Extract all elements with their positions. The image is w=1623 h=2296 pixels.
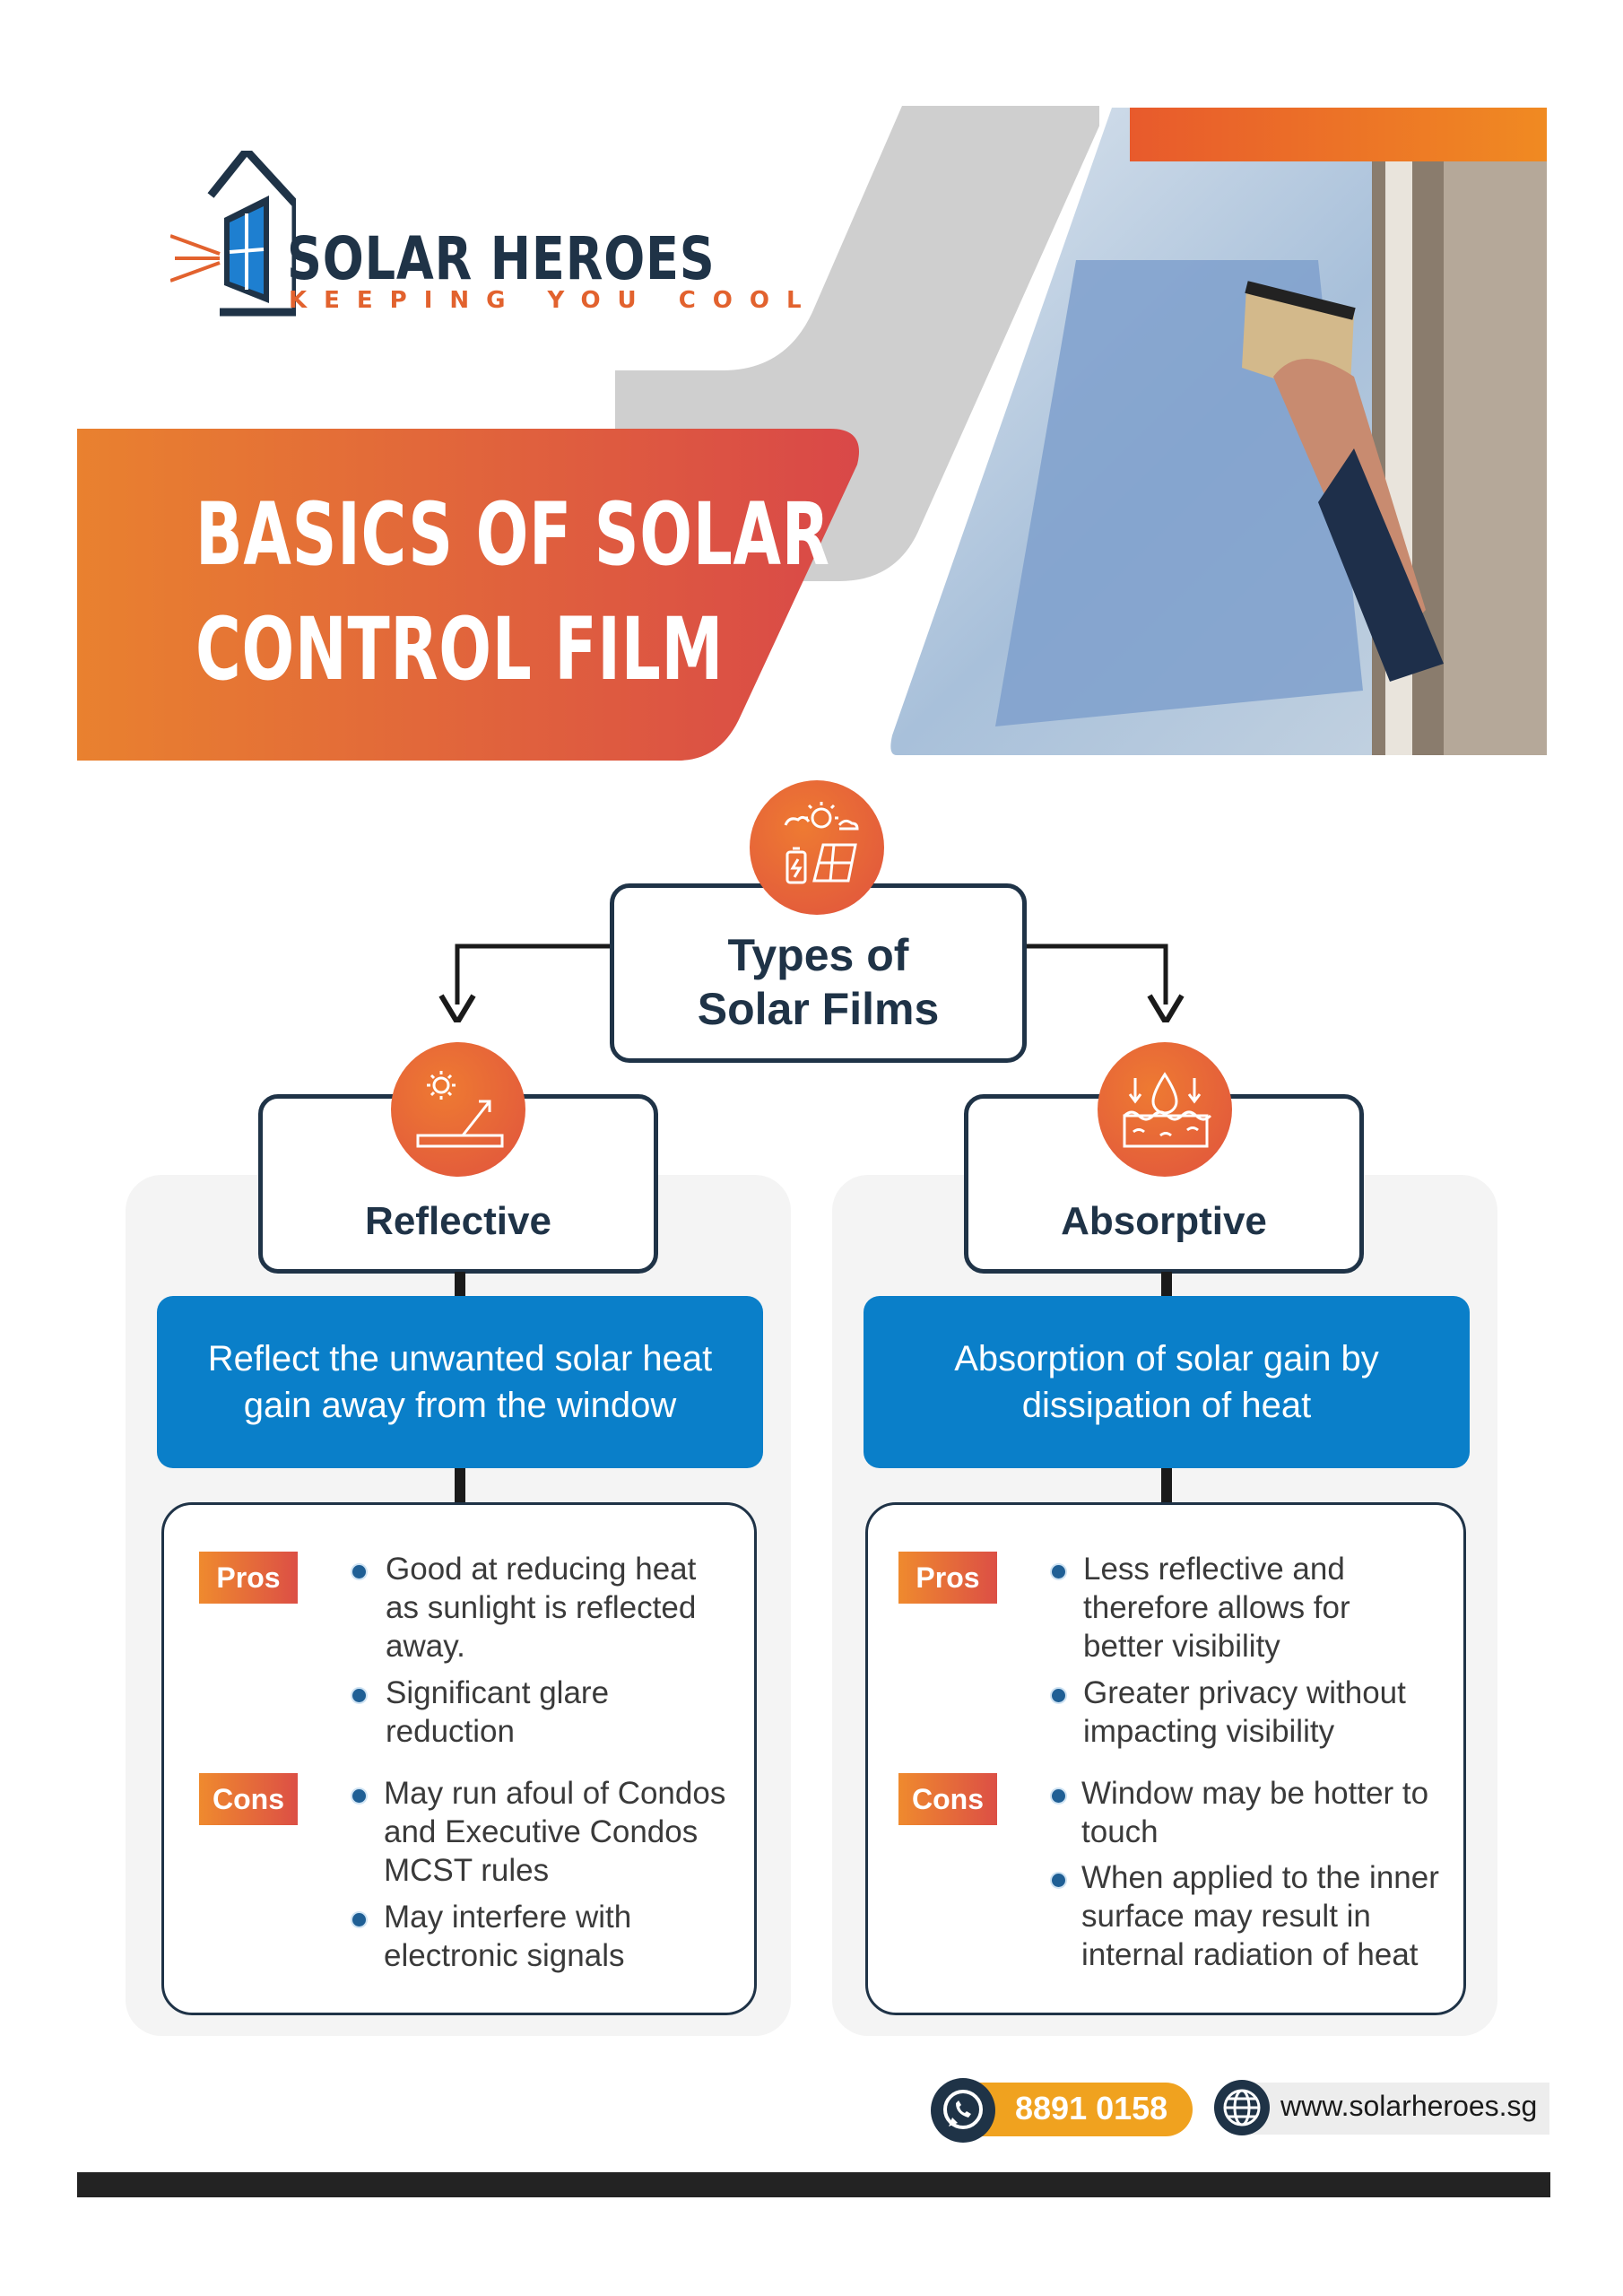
heat-absorption-icon [1098,1042,1232,1177]
absorptive-pro-2: Greater privacy without impacting visibility [1083,1675,1406,1749]
sun-reflection-icon [391,1042,525,1177]
absorptive-description-line2: dissipation of heat [1021,1386,1312,1425]
absorptive-pro-1: Less reflective and therefore allows for better visibility [1083,1552,1350,1664]
absorptive-icon-circle [1098,1042,1232,1177]
brand-name: SOLAR HEROES [287,224,716,293]
reflective-connector-top [455,1272,465,1299]
reflective-cons-tag: Cons [199,1773,298,1825]
globe-icon[interactable] [1212,2078,1271,2137]
reflective-label: Reflective [365,1199,551,1243]
window-film-photo [888,108,1547,755]
house-window-icon [170,151,296,330]
reflective-con-1: May run afoul of Condos and Executive Condos MCST rules [384,1776,726,1888]
absorptive-description-line1: Absorption of solar gain by [954,1339,1379,1378]
whatsapp-phone-icon[interactable] [929,2076,997,2144]
absorptive-con-1: Window may be hotter to touch [1081,1776,1429,1849]
bullet-dot [1052,1689,1065,1702]
bullet-dot [1052,1874,1065,1887]
bullet-dot [352,1565,366,1578]
bullet-dot [352,1689,366,1702]
page-title-line1: BASICS OF SOLAR [195,484,830,585]
reflective-con-2: May interfere with electronic signals [384,1900,632,1973]
reflective-pros-tag: Pros [199,1552,298,1604]
types-icon-circle [750,780,884,915]
types-heading-line2: Solar Films [697,984,940,1034]
absorptive-con-2: When applied to the inner surface may result in internal radiation of heat [1081,1860,1439,1972]
bullet-dot [1052,1565,1065,1578]
absorptive-description [864,1296,1470,1468]
reflective-pro-2: Significant glare reduction [386,1675,610,1749]
bullet-dot [352,1789,366,1803]
reflective-icon-circle [391,1042,525,1177]
absorptive-pros-tag: Pros [898,1552,997,1604]
phone-number[interactable]: 8891 0158 [1015,2090,1168,2126]
absorptive-cons-tag: Cons [898,1773,997,1825]
solar-energy-icon [750,780,884,915]
reflective-connector-bottom [455,1466,465,1504]
reflective-description-line1: Reflect the unwanted solar heat [207,1339,713,1378]
absorptive-label: Absorptive [1061,1199,1267,1243]
reflective-pro-1: Good at reducing heat as sunlight is reflected away. [386,1552,697,1664]
reflective-description [157,1296,763,1468]
types-heading-line1: Types of [727,930,909,980]
website-url[interactable]: www.solarheroes.sg [1280,2090,1538,2122]
absorptive-connector-bottom [1161,1466,1172,1504]
brand-tagline: KEEPING YOU COOL [289,287,819,314]
title-banner [77,429,866,761]
bullet-dot [1052,1789,1065,1803]
page-title-line2: CONTROL FILM [195,599,724,700]
bottom-bar [77,2172,1550,2197]
absorptive-connector-top [1161,1272,1172,1299]
bullet-dot [352,1913,366,1926]
reflective-description-line2: gain away from the window [243,1386,677,1425]
